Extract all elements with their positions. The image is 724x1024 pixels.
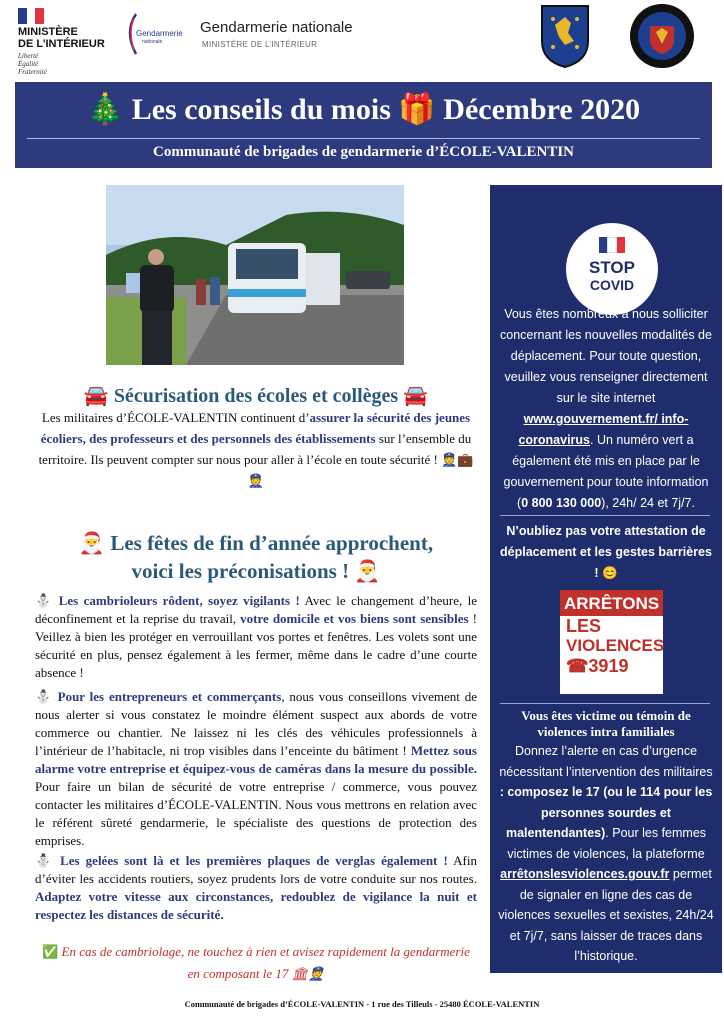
page-subtitle: Communauté de brigades de gendarmerie d’ÉCOLE-VALENTIN xyxy=(153,144,574,160)
info-sidebar xyxy=(490,185,722,973)
gendarmerie-name: Gendarmerie nationale xyxy=(200,19,353,36)
page-footer: Communauté de brigades d’ÉCOLE-VALENTIN - 1 rue des Tilleuls - 25480 ÉCOLE-VALENTIN xyxy=(184,999,540,1009)
snowman-icon: ⛄ xyxy=(35,593,54,608)
christmas-tree-icon: 🎄 xyxy=(86,93,125,126)
brigade-badge-icon xyxy=(628,2,696,70)
covid-info-text: Vous êtes nombreux à nous solliciter concernant les nouvelles modalités de déplacement. Pour toute question, veuillez vous renseigner directement sur le site internet www.gouvernement.fr/ info-coronavirus. Un numéro vert a également été mis en place par le gouvernement pour toute information (0 800 130 000), 24h/ 24 et 7j/7. xyxy=(500,307,712,510)
closing-advice: ✅ En cas de cambriolage, ne touchez à rien et avisez rapidement la gendarmerie en composant le 17 🏛👮 xyxy=(42,944,470,981)
phone-icon: ☎ xyxy=(566,656,589,676)
violence-heading: Vous êtes victime ou témoin de violences intra familiales xyxy=(521,708,691,739)
school-bus-photo xyxy=(106,185,404,365)
ministry-title: MINISTÈRE DE L’INTÉRIEUR xyxy=(18,26,105,50)
republic-motto: Liberté Égalité Fraternité xyxy=(18,52,47,76)
svg-text:Gendarmerie: Gendarmerie xyxy=(136,29,183,38)
violence-info-text: Donnez l’alerte en cas d’urgence nécessitant l’intervention des militaires : composez le 17 (ou le 114 pour les personnes sourdes et malentendantes). Pour les femmes victimes de violences, la plateforme arrêtonslesviolences.gouv.fr permet de signaler en ligne des cas de violences sexuelles et sexistes, 24h/24 et 7j/7, sans laisser de traces dans l’historique. xyxy=(498,744,714,963)
stop-covid-logo: STOP COVID xyxy=(566,223,658,315)
french-flag-icon xyxy=(18,8,44,24)
paragraph-burglary: ⛄ Les cambrioleurs rôdent, soyez vigilants ! Avec le changement d’heure, le déconfinement et la reprise du travail, votre domicile et vos biens sont sensibles ! Veillez à bien les protéger en verrouillant vos portes et fenêtres. Les volets sont une sécurité en plus, pensez également à les fermer, même dans le cadre d’une courte absence ! xyxy=(35,593,477,680)
french-flag-icon xyxy=(599,237,625,253)
snowman-icon: ⛄ xyxy=(35,853,55,868)
svg-text:nationale: nationale xyxy=(142,39,163,45)
section-text-schools: Les militaires d’ÉCOLE-VALENTIN continuent d’assurer la sécurité des jeunes écoliers, des professeurs et des personnels des établissements sur l’ensemble du territoire. Ils peuvent compter sur nous pour aller à l’école en toute sécurité ! 👮💼👮 xyxy=(38,410,474,488)
car-icon: 🚘 xyxy=(403,385,429,407)
title-banner xyxy=(15,82,712,168)
attestation-reminder: N’oubliez pas votre attestation de déplacement et les gestes barrières ! 😊 xyxy=(500,524,712,580)
snowman-icon: ⛄ xyxy=(35,689,53,704)
police-station-icon: 🏛👮 xyxy=(291,966,325,981)
ministry-logo xyxy=(18,8,128,76)
page-title: 🎄 Les conseils du mois 🎁 Décembre 2020 xyxy=(86,93,641,126)
gendarmerie-logo xyxy=(122,10,184,58)
paragraph-businesses: ⛄ Pour les entrepreneurs et commerçants, nous vous conseillons vivement de nous alerter si vous constatez le moindre élément suspect aux abords de votre commerce ou chantier. Ne laissez ni les clés des véhicules professionnels à l’intérieur de l’habitacle, ni trop visibles dans l’enceinte du bâtiment ! Mettez sous alarme votre entreprise et équipez-vous de caméras dans la mesure du possible. Pour faire un bilan de sécurité de votre entreprise / commerce, vous pouvez contacter les militaires d’ÉCOLE-VALENTIN. Nous vous mettrons en relation avec le référent sûreté gendarmerie, le spécialiste des questions de protection des emprises. xyxy=(35,689,478,848)
santa-icon: 🎅 xyxy=(354,559,381,583)
gendarmerie-ministry: MINISTÈRE DE L’INTÉRIEUR xyxy=(202,40,318,49)
police-officer-icon: 👮💼👮 xyxy=(247,452,474,488)
covid-website-link[interactable]: www.gouvernement.fr/ info-coronavirus xyxy=(518,412,689,447)
regional-crest-icon xyxy=(539,3,591,69)
check-mark-icon: ✅ xyxy=(42,944,59,959)
violence-website-link[interactable]: arrêtonslesviolences.gouv.fr xyxy=(500,867,670,881)
paragraph-frost: ⛄ Les gelées sont là et les premières plaques de verglas également ! Afin d’éviter les accidents routiers, soyez prudents lors de votre conduite sur nos routes. Adaptez votre vitesse aux circonstances, redoublez de vigilance la nuit et respectez les distances de sécurité. xyxy=(35,853,477,922)
sidebar-divider xyxy=(500,703,710,704)
gift-icon: 🎁 xyxy=(398,93,436,126)
section-title-holidays: 🎅 Les fêtes de fin d’année approchent, voici les préconisations ! 🎅 xyxy=(78,531,434,583)
santa-icon: 🎅 xyxy=(78,531,106,555)
section-title-schools: 🚘 Sécurisation des écoles et collèges 🚘 xyxy=(83,385,429,407)
smile-icon: 😊 xyxy=(602,566,618,580)
car-icon: 🚘 xyxy=(83,385,109,407)
sidebar-divider xyxy=(500,515,710,516)
banner-divider xyxy=(27,138,700,139)
arretons-les-violences-logo: ARRÊTONS LES VIOLENCES ☎3919 xyxy=(560,590,663,694)
